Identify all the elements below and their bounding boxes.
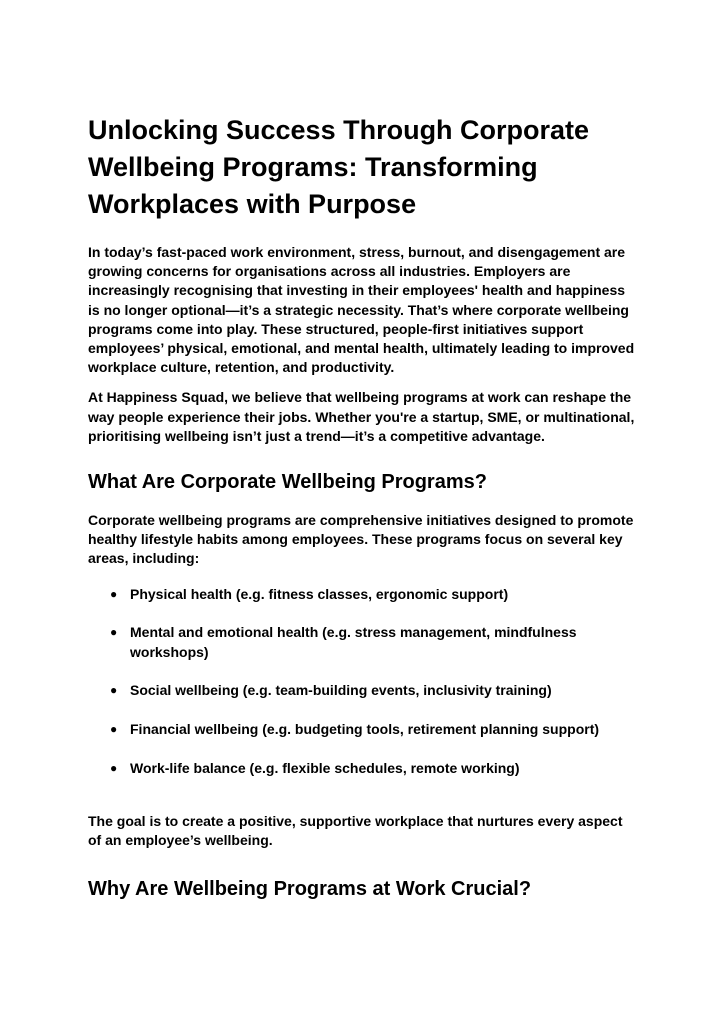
section-closing-paragraph: The goal is to create a positive, supportive workplace that nurtures every aspect of an employee’s wellbeing. <box>88 812 623 849</box>
intro-paragraph: At Happiness Squad, we believe that wellbeing programs at work can reshape the way people experience their jobs. Whether you're a startup, SME, or multinational, prioritising wellbeing isn’t just a trend—it’s a competitive advantage. <box>88 389 635 444</box>
intro-paragraph: In today’s fast-paced work environment, stress, burnout, and disengagement are growing concerns for organisations across all industries. Employers are increasingly recognising that investing in their employees' health and happiness is no longer optional—it’s a strategic necessity. That’s where corporate wellbeing programs come into play. These structured, people-first initiatives support employees’ physical, emotional, and mental health, ultimately leading to improved workplace culture, retention, and productivity. <box>88 244 635 376</box>
list-item <box>88 720 636 739</box>
list-item-text: Work-life balance (e.g. flexible schedules, remote working) <box>130 759 520 776</box>
section-paragraph: Corporate wellbeing programs are comprehensive initiatives designed to promote healthy lifestyle habits among employees. These programs focus on several key areas, including: <box>88 512 634 567</box>
list-item-text: Mental and emotional health (e.g. stress management, mindfulness workshops) <box>130 624 577 660</box>
list-item <box>88 681 636 700</box>
section-heading-what-are: What Are Corporate Wellbeing Programs? <box>88 471 487 494</box>
bullet-icon: ● <box>110 586 118 601</box>
list-item <box>88 585 636 604</box>
list-item <box>88 623 636 661</box>
list-item-text: Physical health (e.g. fitness classes, ergonomic support) <box>130 585 509 602</box>
section-heading-why-crucial: Why Are Wellbeing Programs at Work Crucial? <box>88 878 532 901</box>
bullet-icon: ● <box>110 683 118 698</box>
list-item <box>88 759 636 778</box>
list-item-text: Social wellbeing (e.g. team-building events, inclusivity training) <box>130 682 552 699</box>
bullet-icon: ● <box>110 625 118 640</box>
list-item-text: Financial wellbeing (e.g. budgeting tools, retirement planning support) <box>130 720 600 737</box>
document-body <box>88 112 636 902</box>
document-title: Unlocking Success Through Corporate Wellbeing Programs: Transforming Workplaces with Purpose <box>88 115 590 219</box>
bullet-icon: ● <box>110 760 118 775</box>
wellbeing-areas-list <box>88 585 636 778</box>
bullet-icon: ● <box>110 721 118 736</box>
